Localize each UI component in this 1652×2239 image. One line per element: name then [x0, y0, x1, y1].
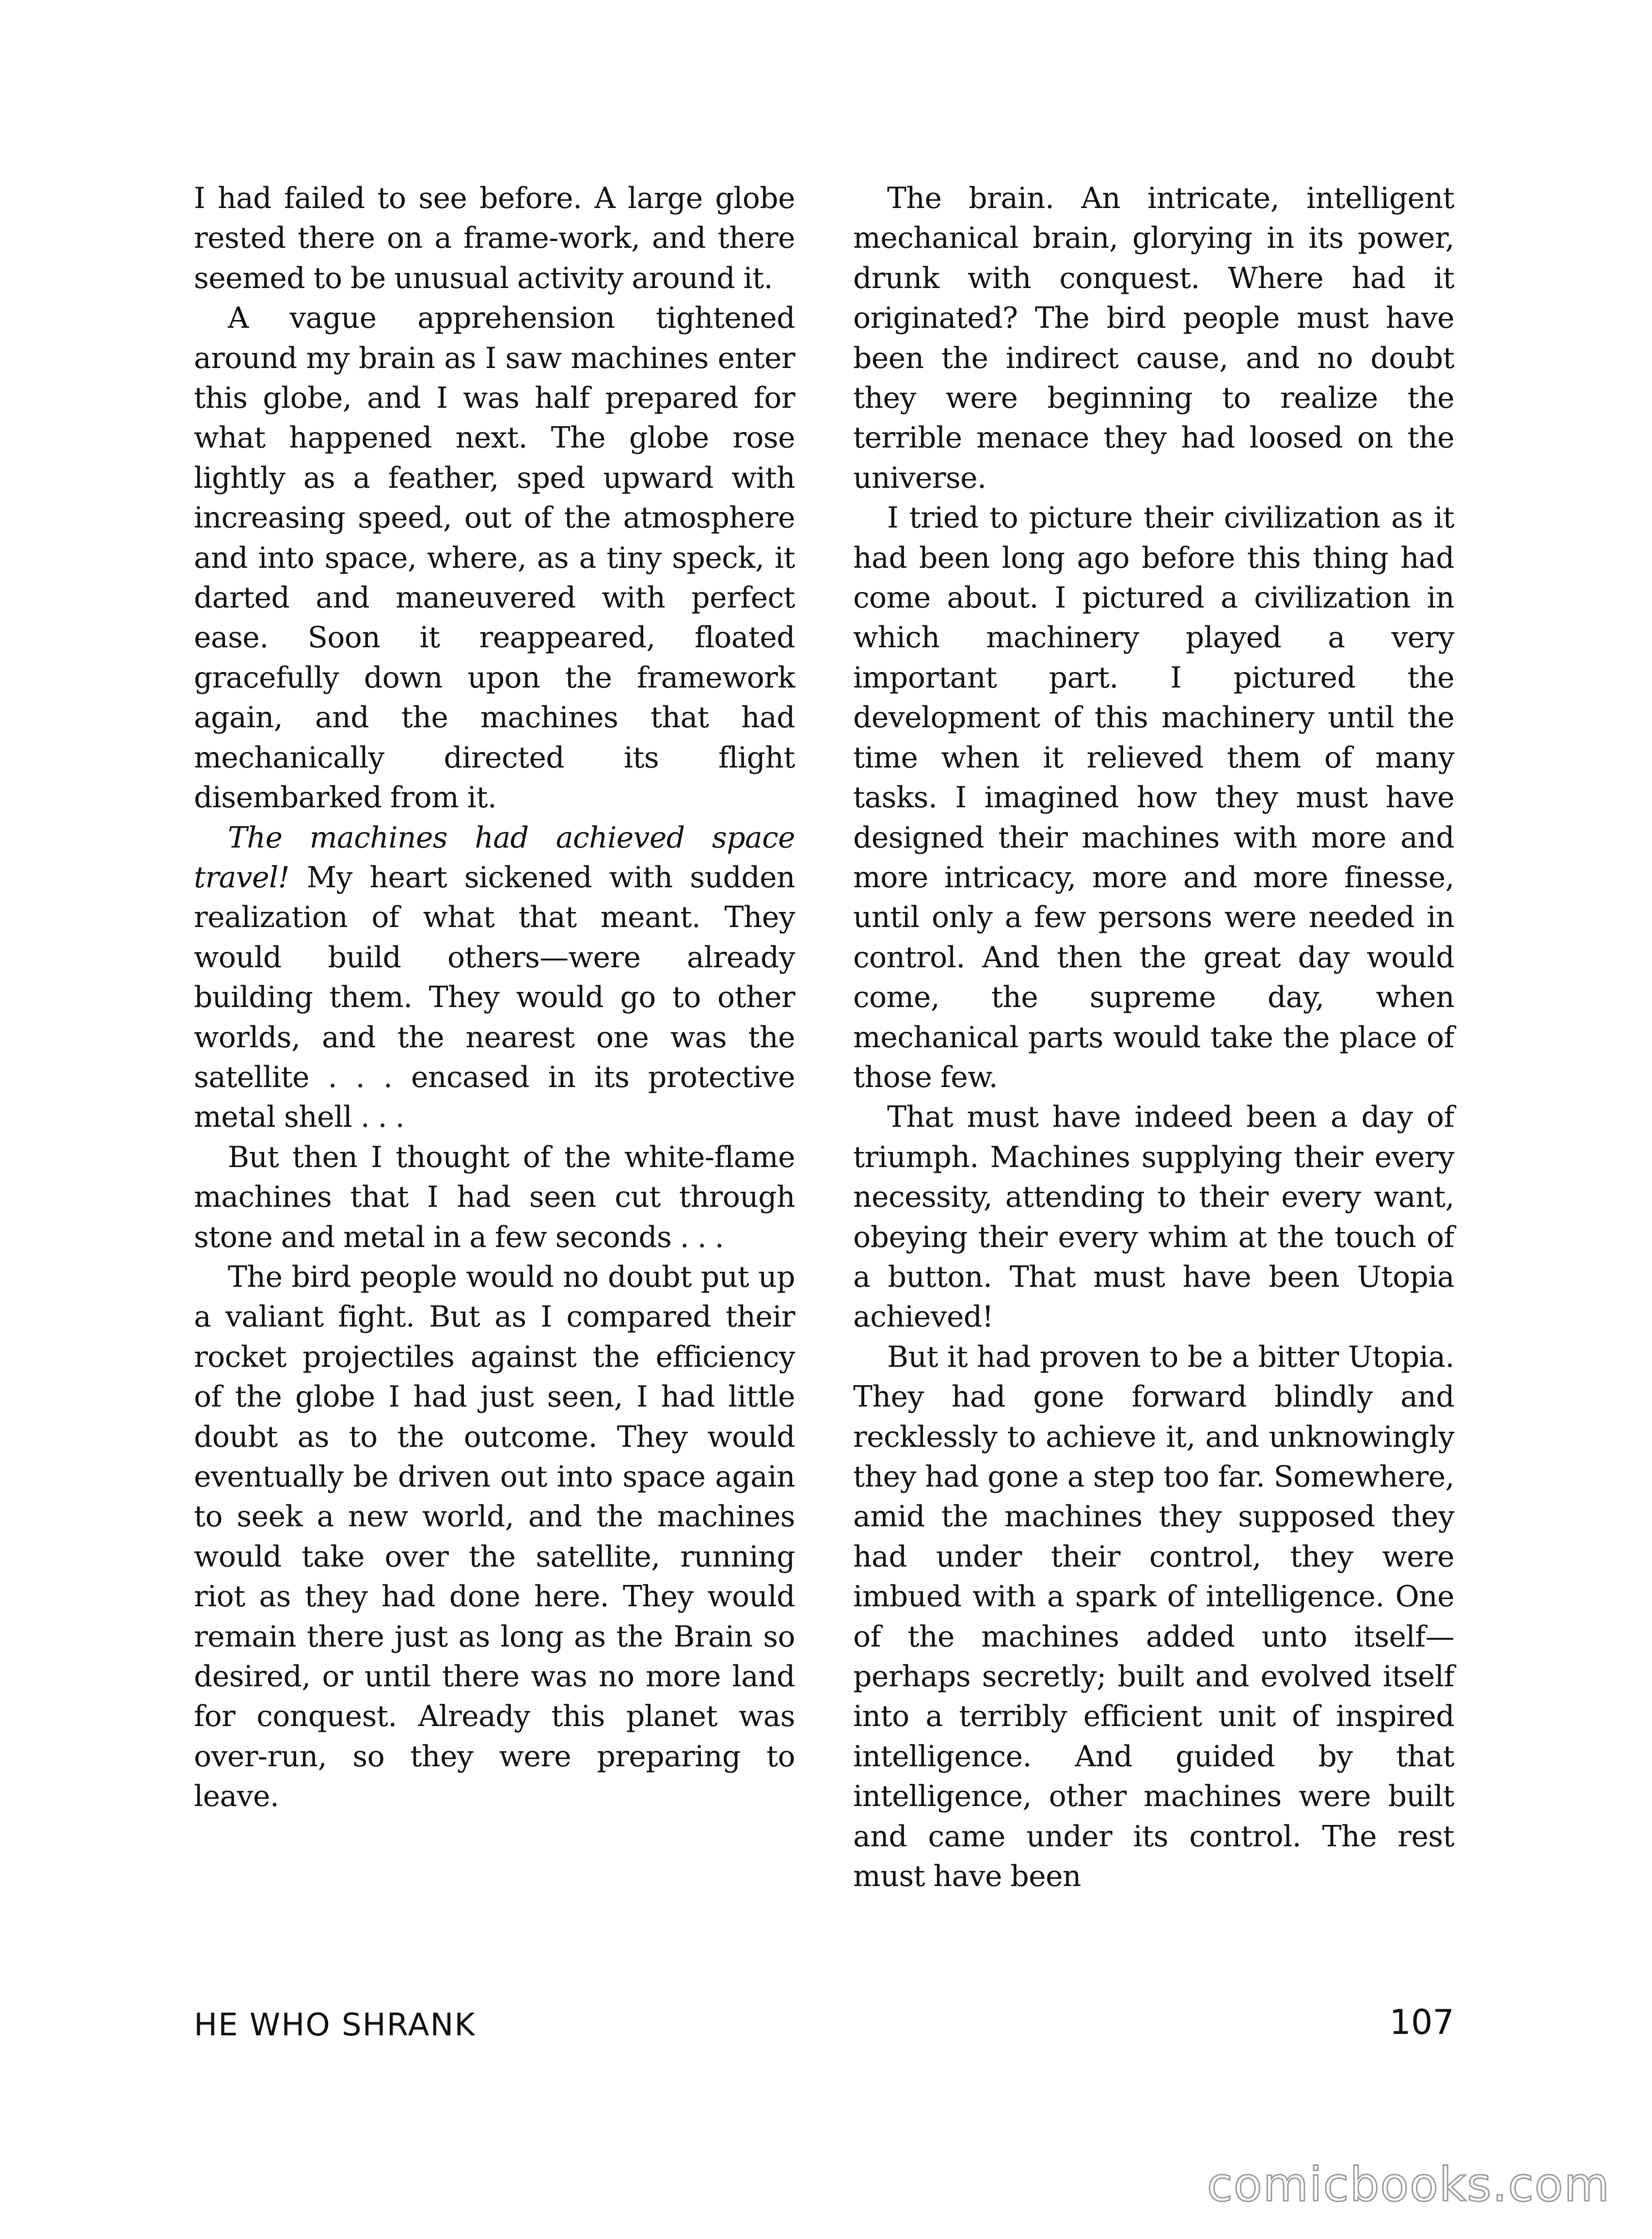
paragraph: The bird people would no doubt put up a valiant fight. But as I compared their rocket projectiles against the efficiency of the globe I had just seen, I had little doubt as to the outcome. They would eventually be driven out into space again to seek a new world, and the machines would take over the satellite, running riot as they had done here. They would remain there just as long as the Brain so desired, or until there was no more land for conquest. Already this planet was over-run, so they were preparing to leave. [194, 1260, 795, 1814]
paragraph: I had failed to see before. A large globe rested there on a frame-work, and there seemed to be unusual activity around it. [194, 181, 795, 295]
watermark-logo: comicbooks.com [1207, 2158, 1610, 2212]
page-number: 107 [1389, 2002, 1454, 2042]
right-text-column [853, 178, 1454, 1896]
left-text-column [194, 178, 795, 1817]
paragraph: But then I thought of the white-flame machines that I had seen cut through stone and metal in a few seconds . . . [194, 1140, 795, 1254]
paragraph [194, 818, 795, 1137]
running-footer-title: HE WHO SHRANK [194, 2007, 476, 2043]
paragraph-continuation: My heart sickened with sudden realization of what that meant. They would build others—were already building them. They would go to other worlds, and the nearest one was the satellite . . . encased in its protective metal shell . . . [194, 860, 795, 1135]
paragraph: I tried to picture their civilization as it had been long ago before this thing had come about. I pictured a civilization in which machinery played a very important part. I pictured the development of this machinery until the time when it relieved them of many tasks. I imagined how they must have designed their machines with more and more intricacy, more and more finesse, until only a few persons were needed in control. And then the great day would come, the supreme day, when mechanical parts would take the place of those few. [853, 501, 1454, 1094]
paragraph: A vague apprehension tightened around my brain as I saw machines enter this globe, and I was half prepared for what happened next. The globe rose lightly as a feather, sped upward with increasing speed, out of the atmosphere and into space, where, as a tiny speck, it darted and maneuvered with perfect ease. Soon it reappeared, floated gracefully down upon the framework again, and the machines that had mechanically directed its flight disembarked from it. [194, 301, 795, 815]
italic-phrase: The machines had achieved space travel! [194, 820, 795, 895]
paragraph: That must have indeed been a day of triumph. Machines supplying their every necessity, attending to their every want, obeying their every whim at the touch of a button. That must have been Utopia achieved! [853, 1100, 1454, 1334]
paragraph: The brain. An intricate, intelligent mechanical brain, glorying in its power, drunk with conquest. Where had it originated? The bird people must have been the indirect cause, and no doubt they were beginning to realize the terrible menace they had loosed on the universe. [853, 181, 1454, 495]
paragraph: But it had proven to be a bitter Utopia. They had gone forward blindly and recklessly to achieve it, and unknowingly they had gone a step too far. Somewhere, amid the machines they supposed they had under their control, they were imbued with a spark of intelligence. One of the machines added unto itself—perhaps secretly; built and evolved itself into a terribly efficient unit of inspired intelligence. And guided by that intelligence, other machines were built and came under its control. The rest must have been [853, 1340, 1454, 1894]
